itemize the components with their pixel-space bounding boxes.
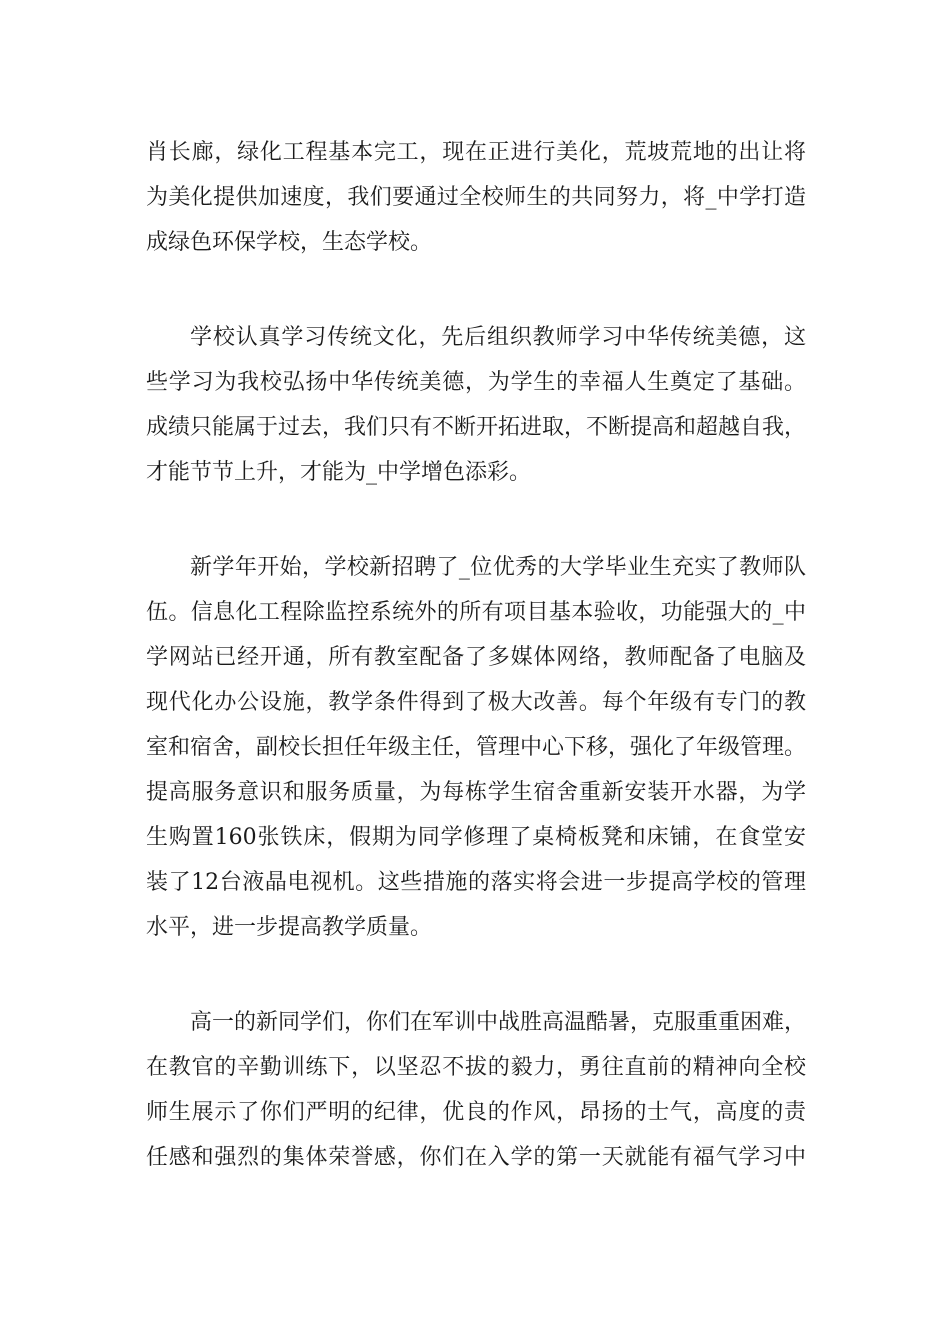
text-line: 才能节节上升，才能为_中学增色添彩。 [146,460,532,485]
text-line: 现代化办公设施，教学条件得到了极大改善。每个年级有专门的教 [146,690,806,715]
text-line: 学网站已经开通，所有教室配备了多媒体网络，教师配备了电脑及 [146,645,806,670]
paragraph-gap [146,950,806,1000]
text-line: 装了12台液晶电视机。这些措施的落实将会进一步提高学校的管理 [146,870,806,895]
text-line: 室和宿舍，副校长担任年级主任，管理中心下移，强化了年级管理。 [146,735,807,760]
paragraph-gap [146,265,806,315]
text-line: 水平，进一步提高教学质量。 [146,915,433,940]
text-line: 伍。信息化工程除监控系统外的所有项目基本验收，功能强大的_中 [146,600,806,625]
text-line: 新学年开始，学校新招聘了_位优秀的大学毕业生充实了教师队 [190,555,806,580]
text-line: 学校认真学习传统文化，先后组织教师学习中华传统美德，这 [190,325,806,350]
text-line: 些学习为我校弘扬中华传统美德，为学生的幸福人生奠定了基础。 [146,370,806,395]
text-line: 成绩只能属于过去，我们只有不断开拓进取，不断提高和超越自我， [146,415,807,440]
paragraph-gap [146,495,806,545]
text-line: 成绿色环保学校，生态学校。 [146,230,433,255]
text-line: 任感和强烈的集体荣誉感，你们在入学的第一天就能有福气学习中 [146,1145,806,1170]
text-line: 提高服务意识和服务质量，为每栋学生宿舍重新安装开水器，为学 [146,780,806,805]
text-line: 师生展示了你们严明的纪律，优良的作风，昂扬的士气，高度的责 [146,1100,806,1125]
document-body [146,130,806,1180]
text-line: 生购置160张铁床，假期为同学修理了桌椅板凳和床铺，在食堂安 [146,825,806,850]
paragraph-1 [146,130,806,265]
text-line: 为美化提供加速度，我们要通过全校师生的共同努力，将_中学打造 [146,185,806,210]
text-line: 高一的新同学们，你们在军训中战胜高温酷暑，克服重重困难， [190,1010,807,1035]
text-line: 在教官的辛勤训练下，以坚忍不拔的毅力，勇往直前的精神向全校 [146,1055,806,1080]
paragraph-4 [146,1000,806,1180]
paragraph-3 [146,545,806,950]
paragraph-2 [146,315,806,495]
text-line: 肖长廊，绿化工程基本完工，现在正进行美化，荒坡荒地的出让将 [146,140,806,165]
